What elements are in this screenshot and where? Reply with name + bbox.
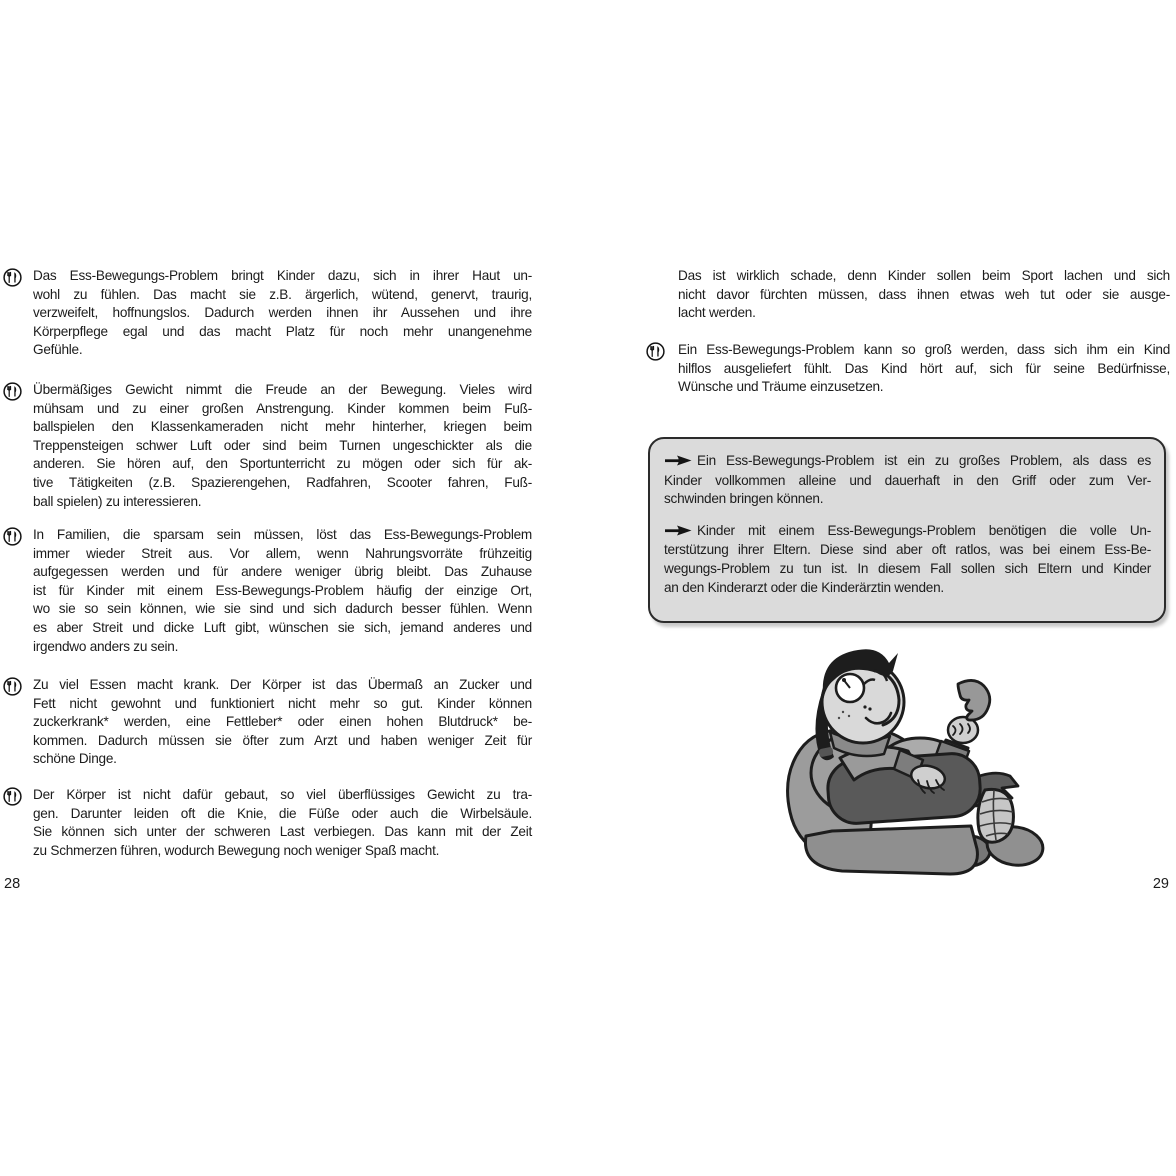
illustration-child-armchair (770, 640, 1062, 882)
paragraph (3, 526, 532, 656)
fork-knife-plate-icon (3, 527, 22, 546)
fork-knife-plate-icon (3, 787, 22, 806)
paragraph-text: Ein Ess-Bewegungs-Problem kann so groß werden, dass sich ihm ein Kind hilflos ausgeliefert fühlt. Das Kind hört auf, sich für seine Bedürfnisse, Wünsche und Träume einzusetzen. (678, 342, 1170, 395)
summary-item: Kinder mit einem Ess-Bewegungs-Problem benötigen die volle Un- terstützung ihrer Eltern. Diese sind aber oft ratlos, was bei einem Ess-Be- wegungs-Problem zu tun ist. In diesem Fall sollen sich Eltern und Kinder an den Kinderarzt oder die Kinderärztin wenden. (664, 522, 1151, 595)
fork-knife-plate-icon (646, 342, 665, 361)
page-number-right: 29 (1152, 876, 1169, 892)
paragraph (3, 381, 532, 511)
paragraph (3, 676, 532, 769)
paragraph-text: In Familien, die sparsam sein müssen, löst das Ess-Bewegungs-Problem immer wieder Streit aus. Vor allem, wenn Nahrungsvorräte frühzeitig aufgegessen werden und für andere weniger übrig bleibt. Das Zuhause ist für Kinder mit einem Ess-Bewegungs-Problem häufig der einzige Ort, wo sie so sein können, wie sie sind und sich dadurch besser fühlen. Wenn es aber Streit und dicke Luft gibt, wünschen sie sich, jemand anderes und irgendwo anders zu sein. (33, 527, 532, 654)
fork-knife-plate-icon (3, 268, 22, 287)
paragraph-text: Übermäßiges Gewicht nimmt die Freude an der Bewegung. Vieles wird mühsam und zu einer großen Anstrengung. Kinder kommen beim Fuß- ballspielen den Klassenkameraden nicht mehr hinterher, kriegen beim Treppensteigen schwer Luft oder sind beim Turnen ungeschickter als die anderen. Sie hören auf, den Sportunterricht zu mögen oder sich für ak- tive Tätigkeiten (z.B. Spazierengehen, Radfahren, Scooter fahren, Fuß- ball spielen) zu interessieren. (33, 382, 532, 509)
fork-knife-plate-icon (3, 677, 22, 696)
paragraph-text: Das Ess-Bewegungs-Problem bringt Kinder dazu, sich in ihrer Haut un- wohl zu fühlen. Das macht sie z.B. ärgerlich, wütend, genervt, traurig, verzweifelt, hoffnungslos. Dadurch werden ihnen ihr Aussehen und ihre Körperpflege egal und das macht Platz für noch mehr unangenehme Gefühle. (33, 268, 532, 358)
paragraph-text: Das ist wirklich schade, denn Kinder sollen beim Sport lachen und sich nicht davor fürchten müssen, dass ihnen etwas weh tut oder sie ausge- lacht werden. (678, 268, 1170, 321)
paragraph (3, 786, 532, 860)
paragraph-text: Zu viel Essen macht krank. Der Körper ist das Übermaß an Zucker und Fett nicht gewohnt und funktioniert nicht mehr so gut. Kinder können zuckerkrank* werden, eine Fettleber* oder einen hohen Blutdruck* be- kommen. Dadurch müssen sie öfter zum Arzt und haben weniger Zeit für schöne Dinge. (33, 677, 532, 767)
fork-knife-plate-icon (3, 382, 22, 401)
page-number-left: 28 (4, 876, 21, 892)
paragraph (646, 267, 1170, 323)
paragraph-text: Der Körper ist nicht dafür gebaut, so viel überflüssiges Gewicht zu tra- gen. Darunter leiden oft die Knie, die Füße oder auch die Wirbelsäule. Sie können sich unter der schweren Last verbiegen. Das kann mit der Zeit zu Schmerzen führen, wodurch Bewegung noch weniger Spaß macht. (33, 787, 532, 858)
summary-item: Ein Ess-Bewegungs-Problem ist ein zu großes Problem, als dass es Kinder vollkommen alleine und dauerhaft in den Griff oder zum Ver- schwinden bringen können. (664, 453, 1151, 507)
arrow-right-icon (664, 523, 692, 542)
arrow-right-icon (664, 453, 692, 472)
paragraph (3, 267, 532, 360)
paragraph (646, 341, 1170, 397)
summary-box (648, 437, 1166, 623)
